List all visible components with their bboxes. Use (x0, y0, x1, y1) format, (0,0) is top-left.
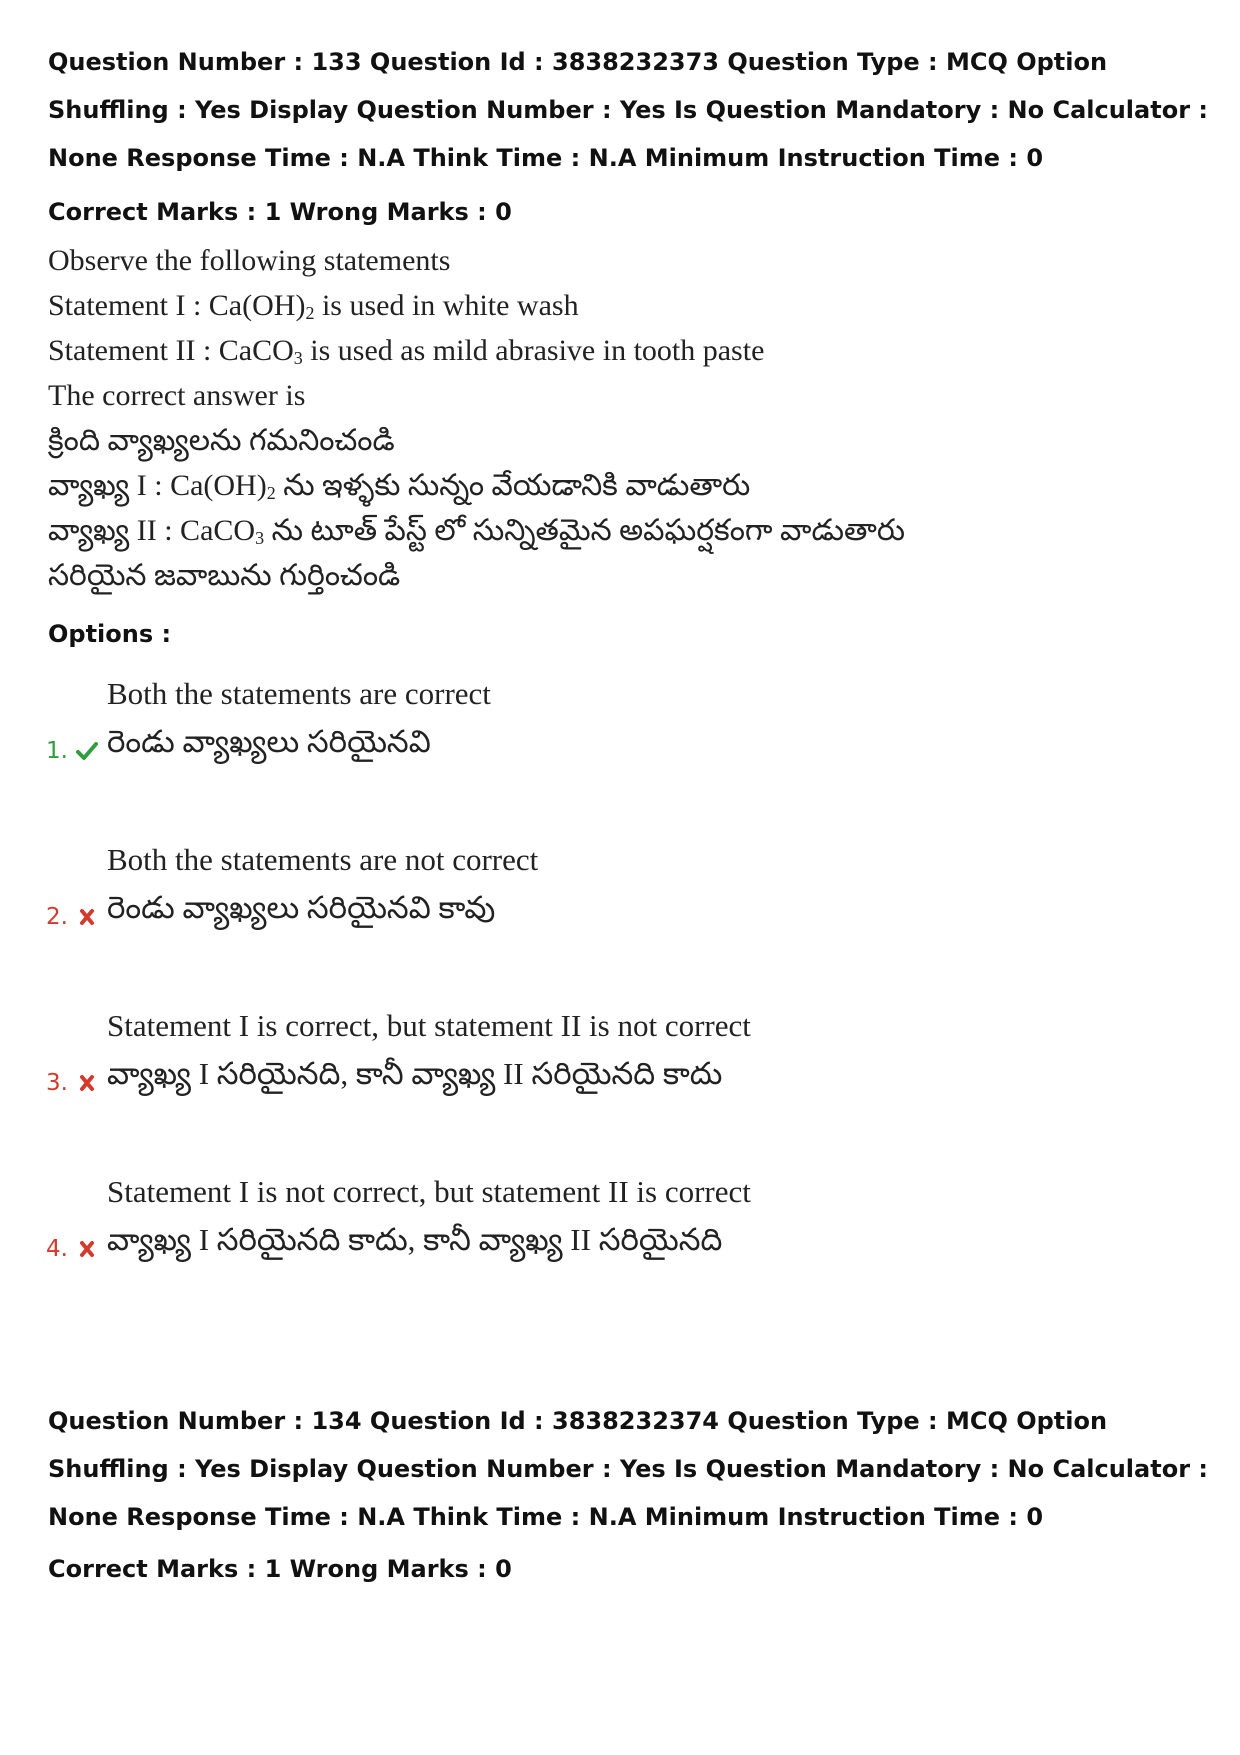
stem-text: ను టూత్ పేస్ట్ లో సున్నితమైన అపఘర్షకంగా వాడుతారు (264, 514, 906, 547)
option-3[interactable] (0, 1002, 1240, 1122)
stem-line (48, 508, 1148, 553)
option-text-te: వ్యాఖ్య I సరియైనది కాదు, కానీ వ్యాఖ్య II సరియైనది (107, 1222, 723, 1257)
option-1[interactable] (0, 670, 1240, 790)
stem-line (48, 328, 1148, 373)
option-4[interactable] (0, 1168, 1240, 1288)
question-134-marks: Correct Marks : 1 Wrong Marks : 0 (48, 1555, 512, 1583)
question-133-stem (48, 238, 1148, 598)
question-134-meta: Question Number : 134 Question Id : 3838232374 Question Type : MCQ Option Shuffling : Yes Display Question Number : Yes Is Question Mandatory : No Calculator : None Response Time : N.A Think Time : N.A Minimum Instruction Time : 0 (48, 1407, 1208, 1531)
stem-line: The correct answer is (48, 379, 306, 412)
stem-text: Statement II : CaCO (48, 334, 294, 367)
option-text (107, 836, 538, 932)
option-text-en: Both the statements are correct (107, 676, 491, 711)
subscript: 3 (255, 528, 265, 548)
stem-text: వ్యాఖ్య II : CaCO (48, 514, 256, 547)
subscript: 3 (293, 348, 303, 368)
option-number: 1. (46, 738, 68, 764)
option-text-te: వ్యాఖ్య I సరియైనది, కానీ వ్యాఖ్య II సరియైనది కాదు (107, 1056, 723, 1091)
stem-text: వ్యాఖ్య I : Ca(OH) (48, 469, 267, 502)
stem-text: ను ఇళ్ళకు సున్నం వేయడానికి వాడుతారు (275, 469, 751, 502)
cross-icon (76, 907, 98, 927)
option-text (107, 670, 491, 766)
option-number: 2. (46, 904, 68, 930)
cross-icon (76, 1073, 98, 1093)
stem-text: is used in white wash (314, 289, 579, 322)
question-133-meta: Question Number : 133 Question Id : 3838232373 Question Type : MCQ Option Shuffling : Yes Display Question Number : Yes Is Question Mandatory : No Calculator : None Response Time : N.A Think Time : N.A Minimum Instruction Time : 0 (48, 48, 1208, 172)
option-text-en: Statement I is correct, but statement II is not correct (107, 1008, 751, 1043)
stem-text: is used as mild abrasive in tooth paste (302, 334, 765, 367)
stem-line (48, 283, 1148, 328)
option-text (107, 1168, 751, 1264)
stem-line: క్రింది వ్యాఖ్యలను గమనించండి (48, 424, 395, 457)
option-text-en: Statement I is not correct, but statement II is correct (107, 1174, 751, 1209)
stem-line (48, 463, 1148, 508)
check-icon (76, 741, 98, 761)
option-number: 3. (46, 1070, 68, 1096)
question-133-marks: Correct Marks : 1 Wrong Marks : 0 (48, 198, 512, 226)
option-2[interactable] (0, 836, 1240, 956)
option-text (107, 1002, 751, 1098)
option-number: 4. (46, 1236, 68, 1262)
option-text-en: Both the statements are not correct (107, 842, 539, 877)
options-label: Options : (48, 620, 172, 648)
stem-text: Statement I : Ca(OH) (48, 289, 306, 322)
cross-icon (76, 1239, 98, 1259)
stem-line: సరియైన జవాబును గుర్తించండి (48, 559, 401, 592)
option-text-te: రెండు వ్యాఖ్యలు సరియైనవి కావు (107, 890, 496, 925)
stem-line: Observe the following statements (48, 244, 451, 277)
subscript: 2 (266, 483, 276, 503)
subscript: 2 (305, 303, 315, 323)
option-text-te: రెండు వ్యాఖ్యలు సరియైనవి (107, 724, 431, 759)
